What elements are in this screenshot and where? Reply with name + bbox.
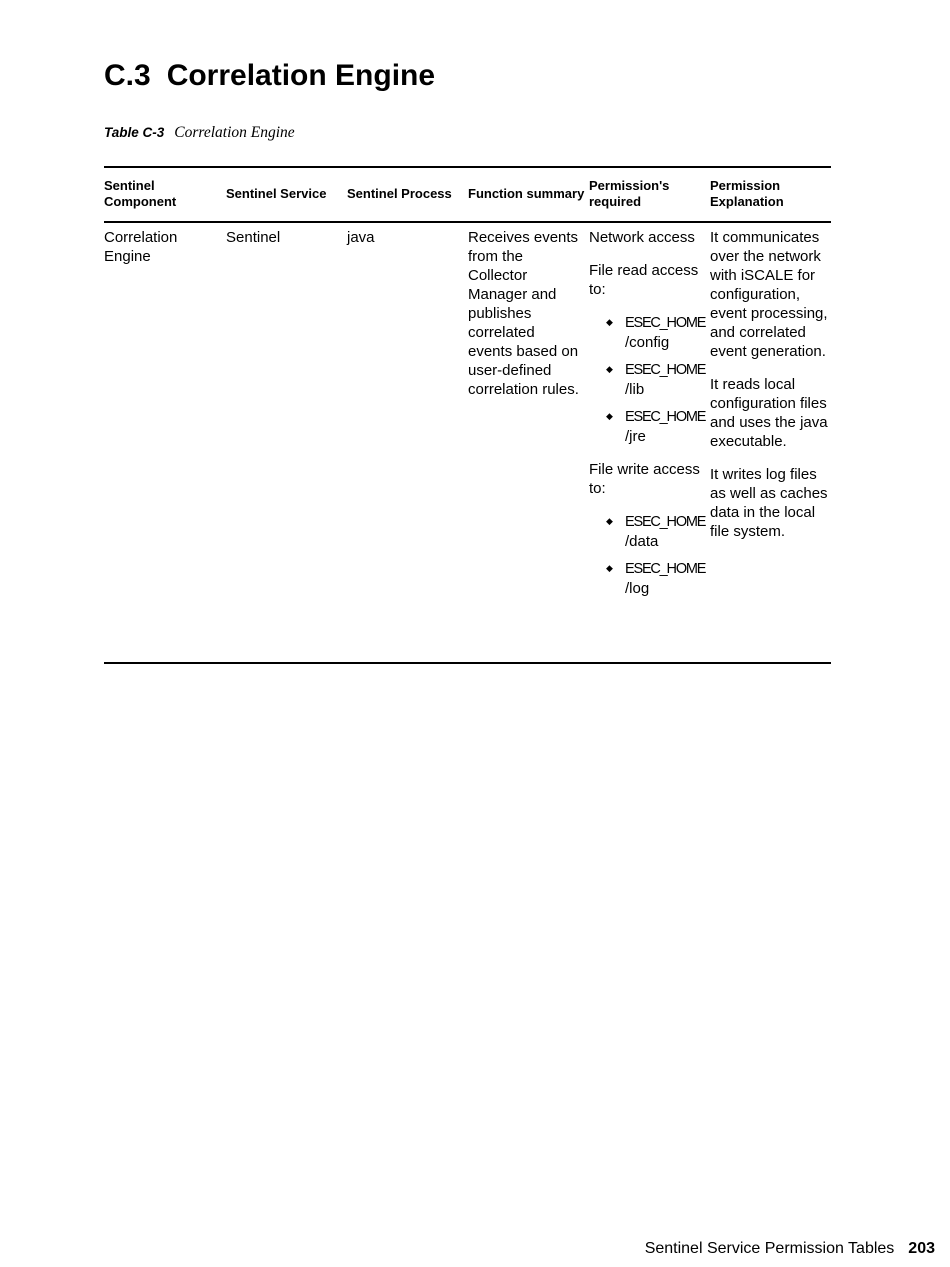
section-number: C.3 bbox=[104, 59, 151, 92]
list-item: ◆ ESEC_HOME /jre bbox=[606, 409, 706, 445]
section-title bbox=[104, 56, 435, 96]
diamond-bullet-icon: ◆ bbox=[606, 411, 613, 421]
table-caption bbox=[104, 123, 295, 143]
permission-network: Network access bbox=[589, 229, 695, 246]
explanation-write: It writes log files as well as caches data in the local file system. bbox=[710, 466, 828, 540]
permission-read-label: File read access to: bbox=[589, 262, 699, 298]
list-item: ◆ ESEC_HOME /log bbox=[606, 561, 706, 597]
header-function-summary: Function summary bbox=[468, 185, 585, 201]
explanation-read: It reads local configuration files and uses the java executable. bbox=[710, 376, 828, 450]
page-number: 203 bbox=[908, 1240, 935, 1257]
list-item: ◆ ESEC_HOME /config bbox=[606, 315, 706, 351]
page-footer bbox=[645, 1238, 935, 1260]
diamond-bullet-icon: ◆ bbox=[606, 364, 613, 374]
permission-write-list bbox=[589, 512, 710, 598]
table-header-rule bbox=[104, 221, 831, 223]
cell-service: Sentinel bbox=[226, 229, 281, 246]
header-sentinel-process: Sentinel Process bbox=[347, 185, 452, 201]
header-permission-explanation: Permission Explanation bbox=[710, 177, 784, 209]
diamond-bullet-icon: ◆ bbox=[606, 563, 613, 573]
diamond-bullet-icon: ◆ bbox=[606, 516, 613, 526]
cell-permissions bbox=[589, 228, 710, 612]
table-caption-id: Table C-3 bbox=[104, 125, 165, 140]
header-sentinel-component: Sentinel Component bbox=[104, 177, 177, 209]
list-item: ◆ ESEC_HOME /data bbox=[606, 514, 706, 550]
table-bottom-rule bbox=[104, 662, 831, 664]
cell-process: java bbox=[347, 229, 375, 246]
list-item: ◆ ESEC_HOME /lib bbox=[606, 362, 706, 398]
section-title-text: Correlation Engine bbox=[166, 59, 436, 92]
explanation-network: It communicates over the network with iSCALE for configuration, event processing, and correlated event generation. bbox=[710, 229, 828, 360]
cell-component: Correlation Engine bbox=[104, 229, 178, 265]
cell-explanation bbox=[710, 228, 828, 555]
header-sentinel-service: Sentinel Service bbox=[226, 185, 327, 201]
header-permissions-required: Permission's required bbox=[589, 177, 670, 209]
table-caption-name: Correlation Engine bbox=[174, 124, 295, 141]
permission-read-list bbox=[589, 313, 710, 446]
diamond-bullet-icon: ◆ bbox=[606, 317, 613, 327]
permission-write-label: File write access to: bbox=[589, 461, 700, 497]
footer-title: Sentinel Service Permission Tables bbox=[644, 1240, 895, 1257]
cell-function-summary: Receives events from the Collector Manager and publishes correlated events based on user-defined correlation rules. bbox=[468, 229, 579, 398]
